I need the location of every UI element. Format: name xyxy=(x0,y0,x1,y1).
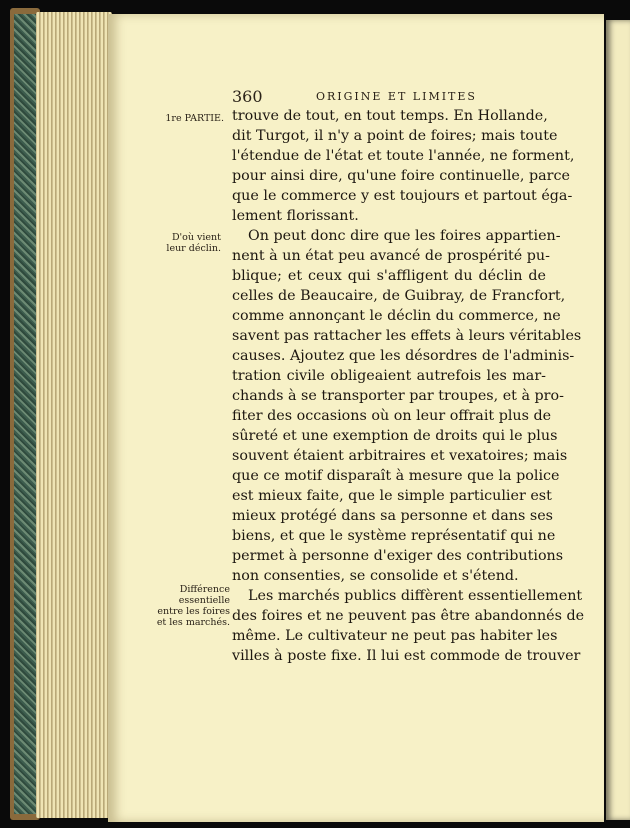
margin-note-decline xyxy=(150,232,221,254)
text-line: trouve de tout, en tout temps. En Hollande, xyxy=(232,108,548,124)
text-line: blique; et ceux qui s'affligent du déclin de xyxy=(232,268,546,284)
text-line: savent pas rattacher les effets à leurs véritables xyxy=(232,328,582,344)
text-line: que ce motif disparaît à mesure que la police xyxy=(232,468,560,484)
margin-note-part xyxy=(160,113,224,124)
text-line: pour ainsi dire, qu'une foire continuelle, parce xyxy=(232,168,570,184)
page-number: 360 xyxy=(232,87,263,106)
margin-note-line: entre les foires xyxy=(157,606,230,617)
text-line: permet à personne d'exiger des contributions xyxy=(232,548,564,564)
margin-note-line: essentielle xyxy=(178,595,230,606)
text-line: est mieux faite, que le simple particulier est xyxy=(232,488,552,504)
margin-note-part-text: 1re PARTIE. xyxy=(165,113,224,124)
text-line: causes. Ajoutez que les désordres de l'adminis- xyxy=(232,348,575,364)
text-line: l'étendue de l'état et toute l'année, ne forment, xyxy=(232,148,575,164)
running-head: ORIGINE ET LIMITES xyxy=(316,90,477,103)
marbled-cover xyxy=(14,14,36,814)
text-line: mieux protégé dans sa personne et dans ses xyxy=(232,508,553,524)
text-line: biens, et que le système représentatif qui ne xyxy=(232,528,556,544)
text-line: même. Le cultivateur ne peut pas habiter les xyxy=(232,628,558,644)
text-line: lement florissant. xyxy=(232,208,359,224)
margin-note-line: et les marchés. xyxy=(156,617,230,628)
margin-note-line: Différence xyxy=(179,584,230,595)
text-line: chands à se transporter par troupes, et à pro- xyxy=(232,388,564,404)
text-line: celles de Beaucaire, de Guibray, de Francfort, xyxy=(232,288,566,304)
text-line: nent à un état peu avancé de prospérité pu- xyxy=(232,248,550,264)
body-text xyxy=(232,106,585,666)
text-line: tration civile obligeaient autrefois les mar- xyxy=(232,368,546,384)
margin-note-difference xyxy=(146,584,230,628)
facing-page-edge xyxy=(606,20,630,820)
text-line: des foires et ne peuvent pas être abandonnés de xyxy=(232,608,585,624)
text-line: villes à poste fixe. Il lui est commode de trouver xyxy=(232,648,581,664)
margin-note-line: leur déclin. xyxy=(166,243,221,254)
text-line: comme annonçant le déclin du commerce, ne xyxy=(232,308,561,324)
text-line: souvent étaient arbitraires et vexatoires; mais xyxy=(232,448,568,464)
text-line: On peut donc dire que les foires appartien- xyxy=(248,228,561,244)
margin-note-line: D'où vient xyxy=(171,232,221,243)
text-line: Les marchés publics diffèrent essentiellement xyxy=(248,588,583,604)
text-line: sûreté et une exemption de droits qui le plus xyxy=(232,428,558,444)
page-edges xyxy=(36,12,112,818)
text-line: dit Turgot, il n'y a point de foires; mais toute xyxy=(232,128,558,144)
text-line: non consenties, se consolide et s'étend. xyxy=(232,568,519,584)
text-line: que le commerce y est toujours et partout éga- xyxy=(232,188,573,204)
text-line: fiter des occasions où on leur offrait plus de xyxy=(232,408,552,424)
